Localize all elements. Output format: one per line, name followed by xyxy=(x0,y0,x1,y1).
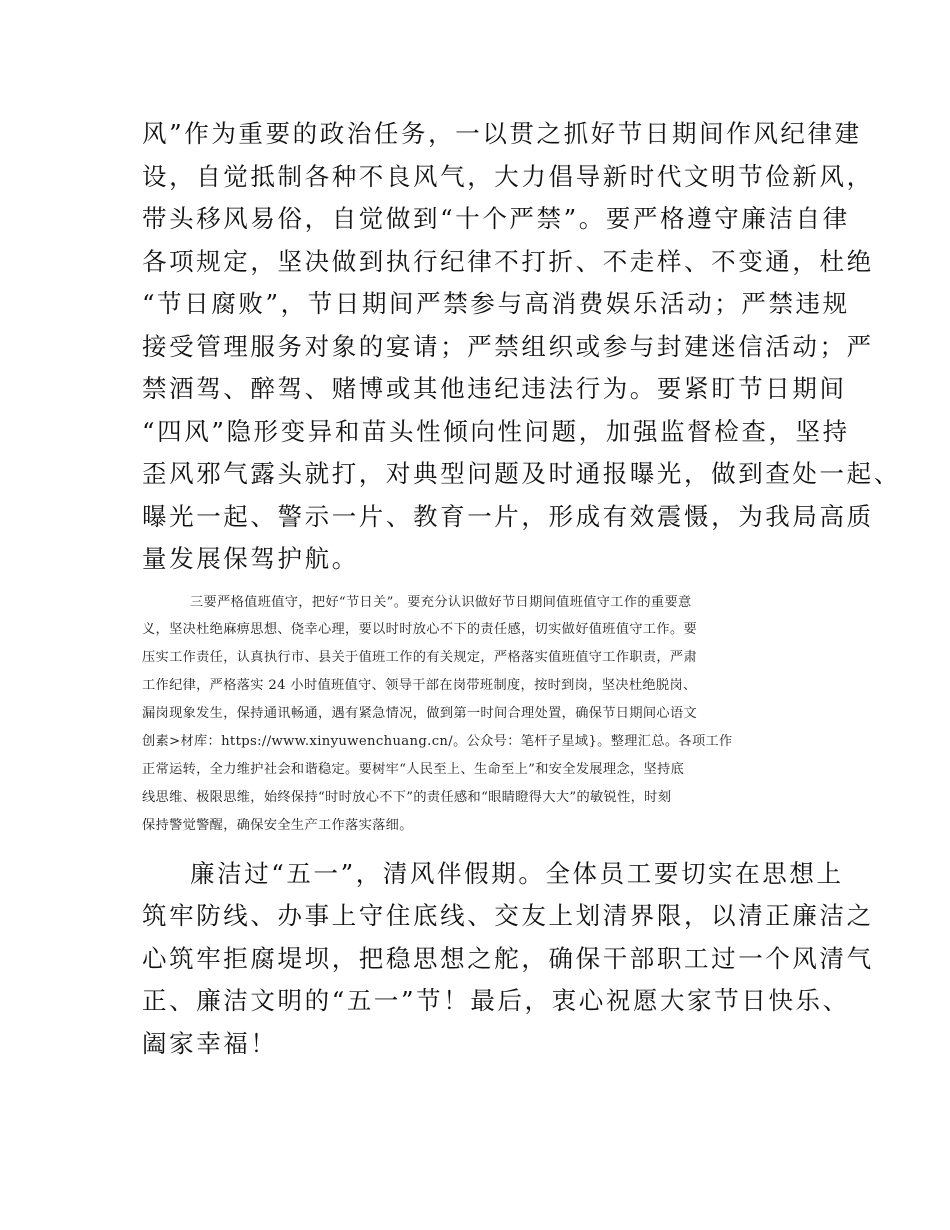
paragraph-1-line-9: 歪风邪气露头就打，对典型问题及时通报曝光，做到查处一起、 xyxy=(142,459,901,488)
paragraph-2-line-6: 创素>材库：https://www.xinyuwenchuang.cn/。公众号：笔杆子星域}。整理汇总。各项工作 xyxy=(142,734,733,749)
paragraph-2-line-4: 工作纪律，严格落实 24 小时值班值守、领导干部在岗带班制度，按时到岗，坚决杜绝脱岗、 xyxy=(142,678,697,693)
paragraph-1-line-6: 接受管理服务对象的宴请；严禁组织或参与封建迷信活动；严 xyxy=(142,332,874,361)
paragraph-3-line-5: 阖家幸福！ xyxy=(142,1029,278,1058)
paragraph-1-line-5: “节日腐败”，节日期间严禁参与高消费娱乐活动；严禁违规 xyxy=(142,289,850,318)
paragraph-2-line-3: 压实工作责任，认真执行市、县关于值班工作的有关规定，严格落实值班值守工作职责，严肃 xyxy=(142,650,698,665)
paragraph-3-line-3: 心筑牢拒腐堤坝，把稳思想之舵，确保干部职工过一个风清气 xyxy=(142,944,874,973)
paragraph-3-line-1: 廉洁过“五一”，清风伴假期。全体员工要切实在思想上 xyxy=(190,859,844,888)
paragraph-1-line-8: “四风”隐形变异和苗头性倾向性问题，加强监督检查，坚持 xyxy=(142,417,850,446)
paragraph-2-line-7: 正常运转，全力维护社会和谐稳定。要树牢“人民至上、生命至上”和安全发展理念，坚持底 xyxy=(142,762,685,777)
paragraph-3-line-4: 正、廉洁文明的“五一”节！最后，衷心祝愿大家节日快乐、 xyxy=(142,986,850,1015)
paragraph-2-line-9: 保持警觉警醒，确保安全生产工作落实落细。 xyxy=(142,818,413,833)
paragraph-1-line-4: 各项规定，坚决做到执行纪律不打折、不走样、不变通，杜绝 xyxy=(142,247,874,276)
paragraph-2-line-5: 漏岗现象发生，保持通讯畅通，遇有紧急情况，做到第一时间合理处置，确保节日期间心语文 xyxy=(142,706,698,721)
paragraph-1-line-1: 风”作为重要的政治任务，一以贯之抓好节日期间作风纪律建 xyxy=(142,119,862,148)
paragraph-2-line-1: 三要严格值班值守，把好“节日关”。要充分认识做好节日期间值班值守工作的重要意 xyxy=(190,595,692,610)
paragraph-1-line-3: 带头移风易俗，自觉做到“十个严禁”。要严格遵守廉洁自律 xyxy=(142,204,850,233)
paragraph-2-line-8: 线思维、极限思维，始终保持“时时放心不下”的责任感和“眼睛瞪得大大”的敏锐性，时刻 xyxy=(142,790,672,805)
paragraph-1-line-2: 设，自觉抵制各种不良风气，大力倡导新时代文明节俭新风， xyxy=(142,162,874,191)
paragraph-1-line-7: 禁酒驾、醉驾、赌博或其他违纪违法行为。要紧盯节日期间 xyxy=(142,374,847,403)
paragraph-1-line-11: 量发展保驾护航。 xyxy=(142,544,359,573)
paragraph-3-line-2: 筑牢防线、办事上守住底线、交友上划清界限，以清正廉洁之 xyxy=(142,901,874,930)
paragraph-2-line-2: 义，坚决杜绝麻痹思想、侥幸心理，要以时时放心不下的责任感，切实做好值班值守工作。要 xyxy=(142,622,698,637)
paragraph-1-line-10: 曝光一起、警示一片、教育一片，形成有效震慑，为我局高质 xyxy=(142,502,874,531)
